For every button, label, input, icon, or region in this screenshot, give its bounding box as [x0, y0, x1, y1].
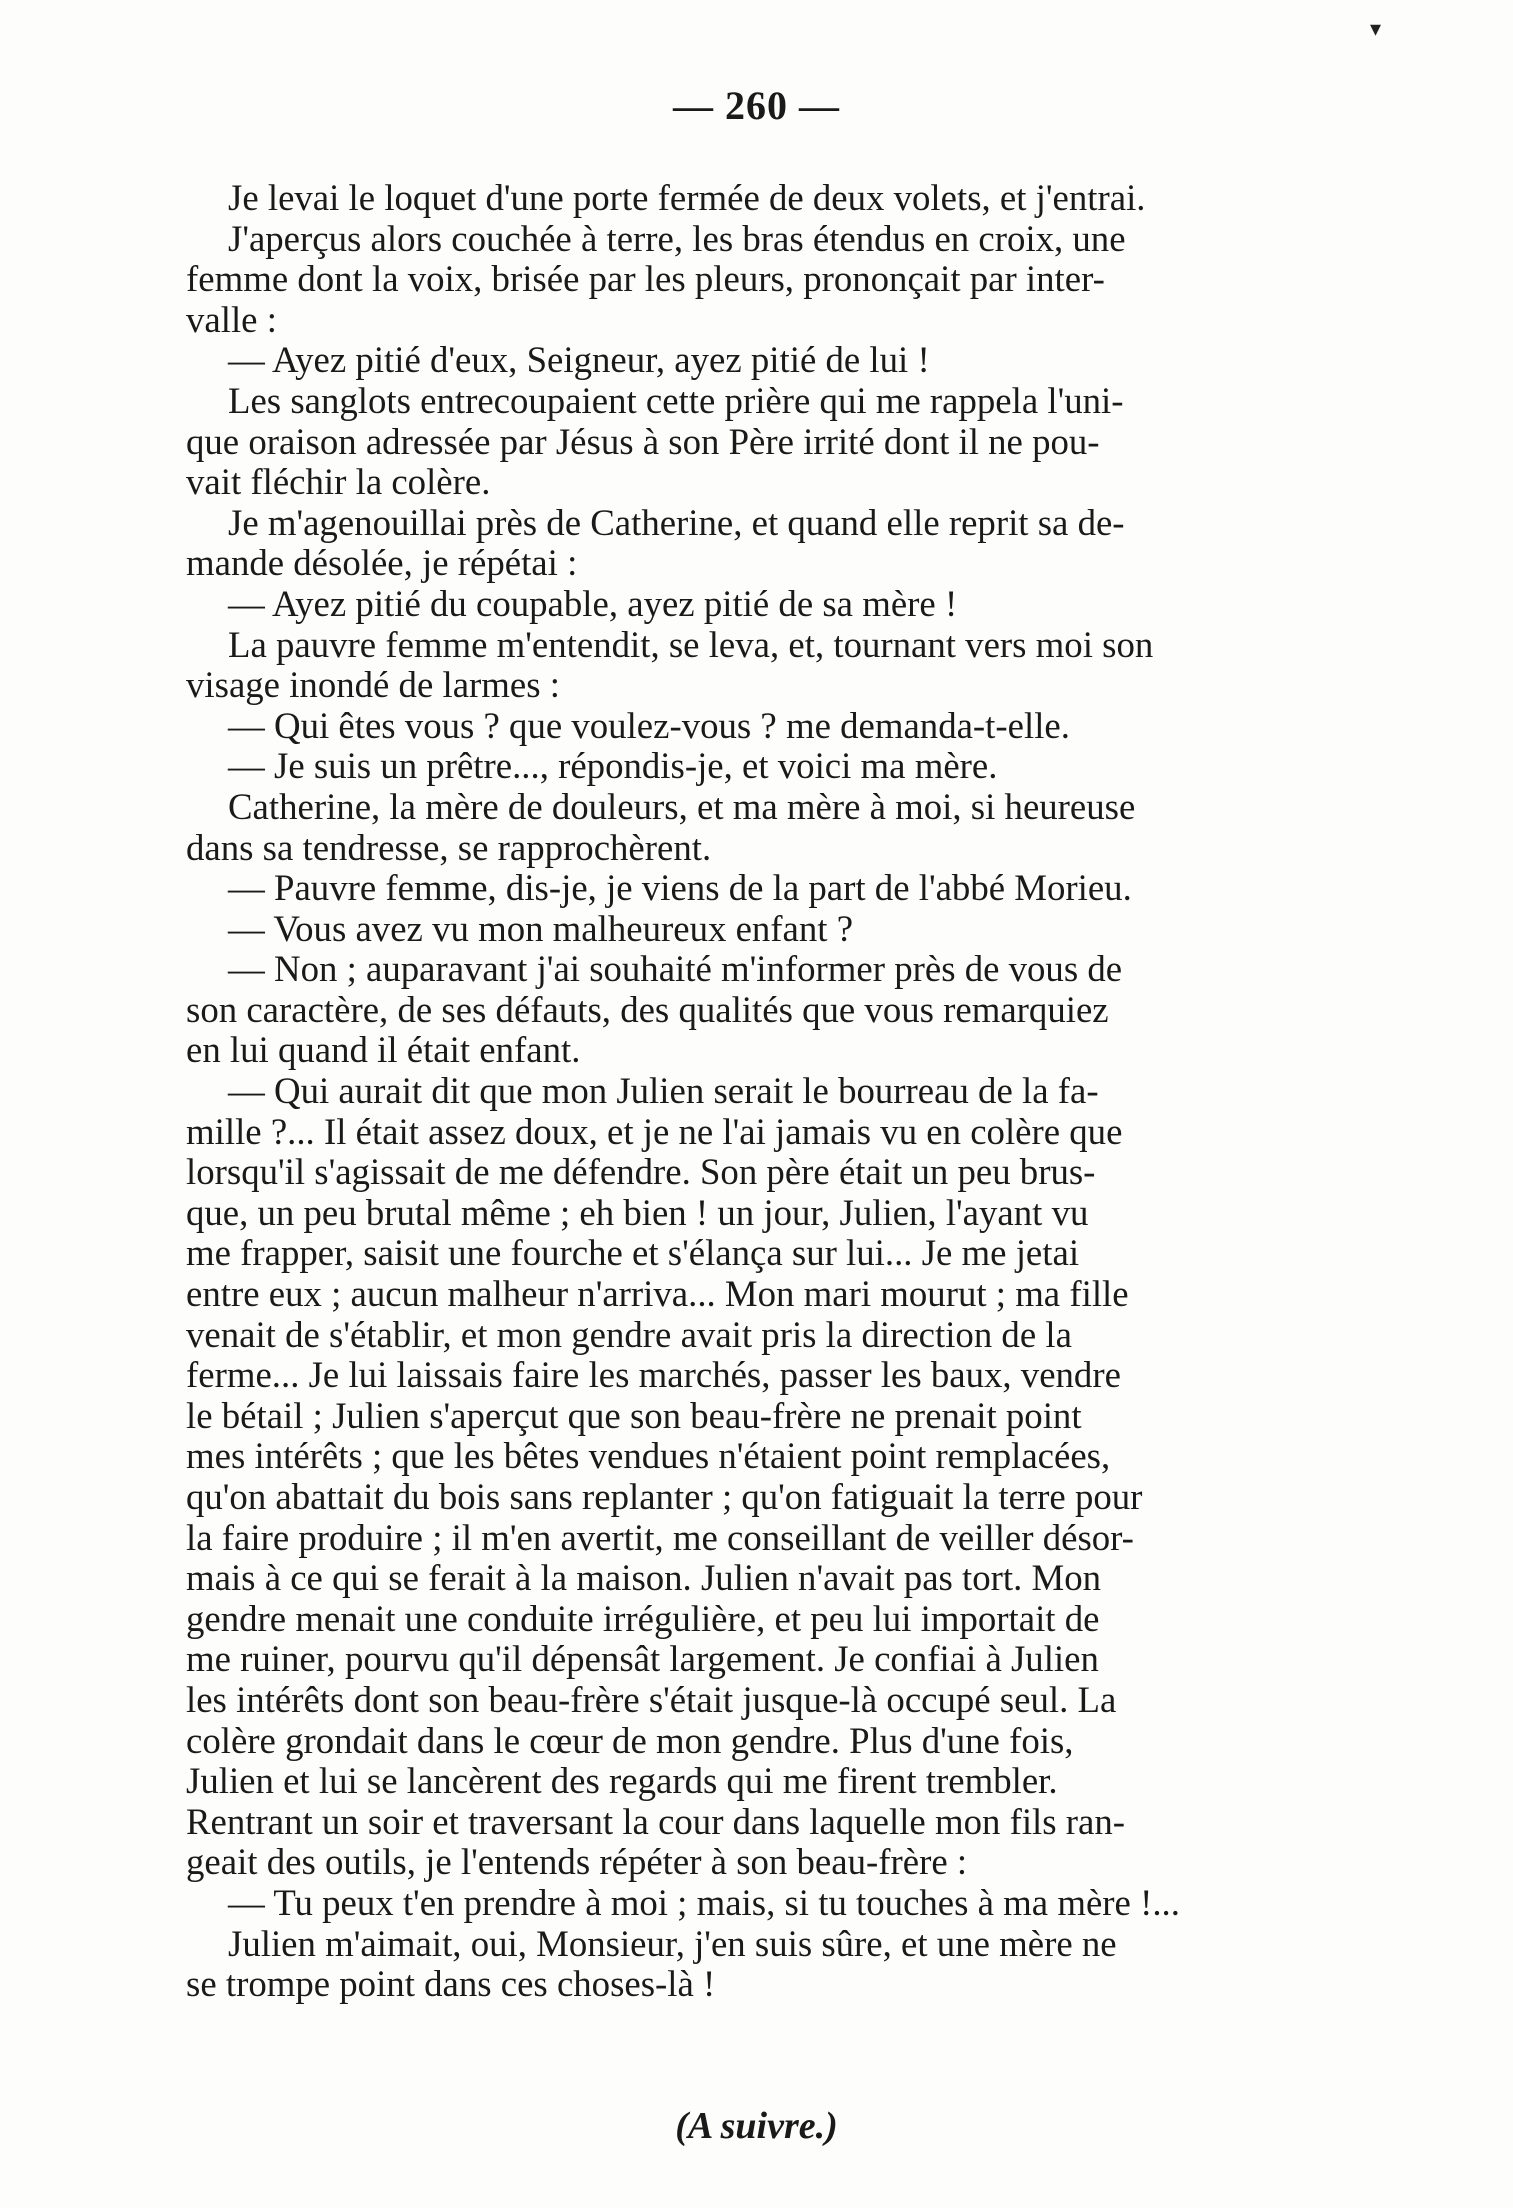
text-line: femme dont la voix, brisée par les pleurs, prononçait par inter-: [186, 258, 1105, 300]
text-line: colère grondait dans le cœur de mon gendre. Plus d'une fois,: [186, 1719, 1074, 1761]
text-line: venait de s'établir, et mon gendre avait pris la direction de la: [186, 1313, 1072, 1355]
page-number: — 260 —: [673, 83, 840, 128]
text-line: lorsqu'il s'agissait de me défendre. Son père était un peu brus-: [186, 1151, 1096, 1193]
text-line: le bétail ; Julien s'aperçut que son beau-frère ne prenait point: [186, 1394, 1082, 1436]
text-line: J'aperçus alors couchée à terre, les bras étendus en croix, une: [228, 217, 1126, 259]
text-line: qu'on abattait du bois sans replanter ; qu'on fatiguait la terre pour: [186, 1476, 1143, 1517]
text-line: — Non ; auparavant j'ai souhaité m'informer près de vous de: [228, 948, 1123, 990]
text-line: mes intérêts ; que les bêtes vendues n'étaient point remplacées,: [186, 1435, 1111, 1477]
text-line: visage inondé de larmes :: [186, 664, 560, 706]
text-line: Julien m'aimait, oui, Monsieur, j'en suis sûre, et une mère ne: [228, 1922, 1117, 1964]
text-line: me ruiner, pourvu qu'il dépensât largement. Je confiai à Julien: [186, 1638, 1099, 1680]
text-line: — Qui êtes vous ? que voulez-vous ? me demanda-t-elle.: [228, 704, 1070, 746]
text-line: dans sa tendresse, se rapprochèrent.: [186, 826, 712, 868]
text-line: Rentrant un soir et traversant la cour dans laquelle mon fils ran-: [186, 1800, 1126, 1842]
text-line: — Je suis un prêtre..., répondis-je, et voici ma mère.: [228, 745, 998, 787]
corner-mark: ▾: [1370, 16, 1382, 41]
text-line: mille ?... Il était assez doux, et je ne l'ai jamais vu en colère que: [186, 1110, 1123, 1152]
text-line: les intérêts dont son beau-frère s'était jusque-là occupé seul. La: [186, 1678, 1117, 1720]
text-line: Catherine, la mère de douleurs, et ma mère à moi, si heureuse: [228, 785, 1136, 827]
text-line: gendre menait une conduite irrégulière, et peu lui importait de: [186, 1597, 1100, 1639]
text-line: — Ayez pitié d'eux, Seigneur, ayez pitié de lui !: [228, 339, 930, 381]
text-line: — Ayez pitié du coupable, ayez pitié de sa mère !: [228, 582, 958, 624]
text-line: — Pauvre femme, dis-je, je viens de la part de l'abbé Morieu.: [228, 867, 1132, 909]
text-line: La pauvre femme m'entendit, se leva, et, tournant vers moi son: [228, 623, 1154, 665]
body-text: [186, 178, 1386, 2005]
text-line: — Qui aurait dit que mon Julien serait le bourreau de la fa-: [228, 1070, 1099, 1112]
text-line: — Tu peux t'en prendre à moi ; mais, si tu touches à ma mère !...: [228, 1881, 1180, 1923]
text-line: Les sanglots entrecoupaient cette prière qui me rappela l'uni-: [228, 379, 1124, 421]
text-line: se trompe point dans ces choses-là !: [186, 1963, 716, 2005]
text-line: geait des outils, je l'entends répéter à son beau-frère :: [186, 1841, 968, 1883]
text-line: Je levai le loquet d'une porte fermée de deux volets, et j'entrai.: [228, 177, 1146, 218]
text-line: que, un peu brutal même ; eh bien ! un jour, Julien, l'ayant vu: [186, 1191, 1089, 1233]
text-line: en lui quand il était enfant.: [186, 1029, 581, 1071]
text-line: valle :: [186, 298, 277, 340]
text-line: mais à ce qui se ferait à la maison. Julien n'avait pas tort. Mon: [186, 1557, 1102, 1599]
text-line: ferme... Je lui laissais faire les marchés, passer les baux, vendre: [186, 1354, 1121, 1396]
text-line: Je m'agenouillai près de Catherine, et quand elle reprit sa de-: [228, 501, 1125, 543]
text-line: son caractère, de ses défauts, des qualités que vous remarquiez: [186, 988, 1109, 1030]
text-line: Julien et lui se lancèrent des regards qui me firent trembler.: [186, 1760, 1058, 1802]
text-line: que oraison adressée par Jésus à son Père irrité dont il ne pou-: [186, 420, 1100, 462]
text-line: me frapper, saisit une fourche et s'élança sur lui... Je me jetai: [186, 1232, 1080, 1274]
continuation-note: (A suivre.): [675, 2105, 838, 2147]
text-line: entre eux ; aucun malheur n'arriva... Mon mari mourut ; ma fille: [186, 1273, 1129, 1315]
text-line: vait fléchir la colère.: [186, 461, 491, 503]
text-line: — Vous avez vu mon malheureux enfant ?: [228, 907, 854, 949]
text-line: mande désolée, je répétai :: [186, 542, 578, 584]
text-line: la faire produire ; il m'en avertit, me conseillant de veiller désor-: [186, 1516, 1134, 1558]
